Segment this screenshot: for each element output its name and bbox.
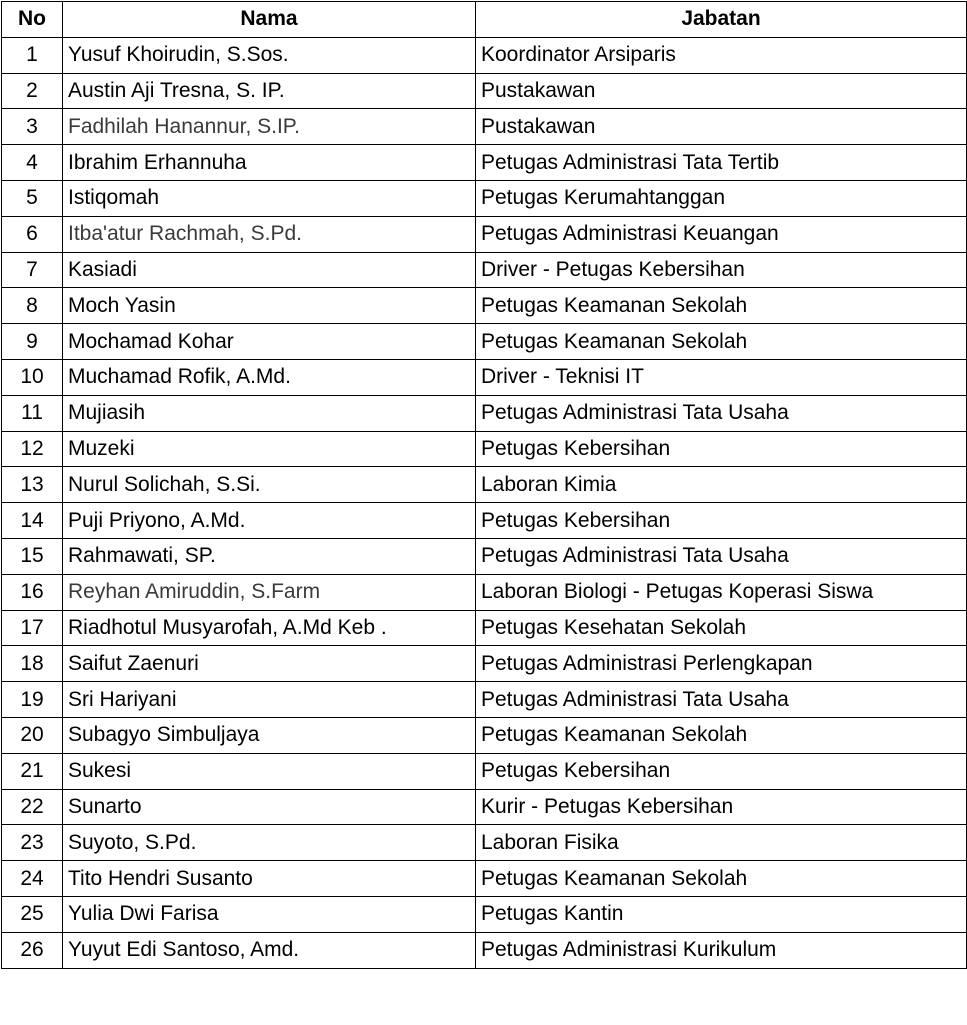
cell-jabatan: Driver - Petugas Kebersihan — [476, 252, 967, 288]
cell-nama: Istiqomah — [63, 180, 476, 216]
cell-jabatan: Petugas Administrasi Kurikulum — [476, 932, 967, 968]
cell-jabatan: Petugas Administrasi Tata Tertib — [476, 145, 967, 181]
cell-jabatan: Petugas Kantin — [476, 896, 967, 932]
cell-no: 22 — [2, 789, 63, 825]
cell-jabatan: Petugas Kebersihan — [476, 503, 967, 539]
cell-no: 19 — [2, 682, 63, 718]
cell-nama: Moch Yasin — [63, 288, 476, 324]
cell-jabatan: Petugas Administrasi Tata Usaha — [476, 395, 967, 431]
cell-nama: Reyhan Amiruddin, S.Farm — [63, 574, 476, 610]
table-row — [2, 216, 967, 252]
table-row — [2, 682, 967, 718]
header-row — [2, 2, 967, 38]
cell-no: 3 — [2, 109, 63, 145]
table-row — [2, 825, 967, 861]
cell-jabatan: Petugas Keamanan Sekolah — [476, 324, 967, 360]
cell-no: 9 — [2, 324, 63, 360]
table-row — [2, 503, 967, 539]
cell-nama: Nurul Solichah, S.Si. — [63, 467, 476, 503]
cell-no: 26 — [2, 932, 63, 968]
table-row — [2, 252, 967, 288]
cell-nama: Austin Aji Tresna, S. IP. — [63, 73, 476, 109]
table-row — [2, 861, 967, 897]
cell-no: 13 — [2, 467, 63, 503]
table-row — [2, 395, 967, 431]
cell-nama: Yuyut Edi Santoso, Amd. — [63, 932, 476, 968]
cell-nama: Kasiadi — [63, 252, 476, 288]
cell-jabatan: Pustakawan — [476, 109, 967, 145]
table-row — [2, 610, 967, 646]
cell-nama: Saifut Zaenuri — [63, 646, 476, 682]
cell-no: 18 — [2, 646, 63, 682]
table-row — [2, 467, 967, 503]
table-row — [2, 359, 967, 395]
cell-jabatan: Kurir - Petugas Kebersihan — [476, 789, 967, 825]
cell-no: 23 — [2, 825, 63, 861]
table-body — [2, 37, 967, 968]
table-row — [2, 646, 967, 682]
cell-nama: Riadhotul Musyarofah, A.Md Keb . — [63, 610, 476, 646]
cell-no: 7 — [2, 252, 63, 288]
table-row — [2, 574, 967, 610]
table-row — [2, 753, 967, 789]
cell-no: 24 — [2, 861, 63, 897]
cell-nama: Itba'atur Rachmah, S.Pd. — [63, 216, 476, 252]
cell-no: 12 — [2, 431, 63, 467]
table-row — [2, 288, 967, 324]
cell-jabatan: Petugas Kebersihan — [476, 431, 967, 467]
cell-jabatan: Pustakawan — [476, 73, 967, 109]
cell-jabatan: Petugas Kesehatan Sekolah — [476, 610, 967, 646]
cell-nama: Yulia Dwi Farisa — [63, 896, 476, 932]
cell-nama: Sri Hariyani — [63, 682, 476, 718]
cell-jabatan: Laboran Biologi - Petugas Koperasi Siswa — [476, 574, 967, 610]
table-row — [2, 37, 967, 73]
cell-nama: Ibrahim Erhannuha — [63, 145, 476, 181]
cell-nama: Suyoto, S.Pd. — [63, 825, 476, 861]
table-row — [2, 932, 967, 968]
cell-jabatan: Petugas Administrasi Tata Usaha — [476, 682, 967, 718]
cell-no: 2 — [2, 73, 63, 109]
table-row — [2, 145, 967, 181]
table-row — [2, 717, 967, 753]
table-row — [2, 73, 967, 109]
cell-nama: Rahmawati, SP. — [63, 538, 476, 574]
table-row — [2, 431, 967, 467]
cell-nama: Subagyo Simbuljaya — [63, 717, 476, 753]
cell-jabatan: Petugas Keamanan Sekolah — [476, 288, 967, 324]
cell-no: 8 — [2, 288, 63, 324]
cell-jabatan: Laboran Kimia — [476, 467, 967, 503]
cell-jabatan: Petugas Administrasi Tata Usaha — [476, 538, 967, 574]
cell-jabatan: Petugas Kerumahtanggan — [476, 180, 967, 216]
cell-no: 6 — [2, 216, 63, 252]
cell-no: 16 — [2, 574, 63, 610]
table-row — [2, 324, 967, 360]
header-no: No — [2, 2, 63, 38]
cell-nama: Mujiasih — [63, 395, 476, 431]
cell-nama: Sunarto — [63, 789, 476, 825]
cell-jabatan: Driver - Teknisi IT — [476, 359, 967, 395]
cell-no: 20 — [2, 717, 63, 753]
header-jabatan: Jabatan — [476, 2, 967, 38]
cell-no: 15 — [2, 538, 63, 574]
table-row — [2, 538, 967, 574]
cell-jabatan: Laboran Fisika — [476, 825, 967, 861]
cell-no: 17 — [2, 610, 63, 646]
cell-no: 14 — [2, 503, 63, 539]
table-row — [2, 896, 967, 932]
cell-jabatan: Petugas Keamanan Sekolah — [476, 717, 967, 753]
table-row — [2, 789, 967, 825]
cell-no: 11 — [2, 395, 63, 431]
cell-nama: Mochamad Kohar — [63, 324, 476, 360]
cell-nama: Puji Priyono, A.Md. — [63, 503, 476, 539]
table-row — [2, 180, 967, 216]
cell-nama: Sukesi — [63, 753, 476, 789]
cell-no: 10 — [2, 359, 63, 395]
header-nama: Nama — [63, 2, 476, 38]
cell-jabatan: Petugas Kebersihan — [476, 753, 967, 789]
cell-nama: Muzeki — [63, 431, 476, 467]
cell-jabatan: Petugas Administrasi Keuangan — [476, 216, 967, 252]
cell-no: 1 — [2, 37, 63, 73]
cell-nama: Yusuf Khoirudin, S.Sos. — [63, 37, 476, 73]
cell-no: 25 — [2, 896, 63, 932]
cell-jabatan: Koordinator Arsiparis — [476, 37, 967, 73]
staff-table — [1, 1, 967, 969]
cell-no: 4 — [2, 145, 63, 181]
cell-jabatan: Petugas Administrasi Perlengkapan — [476, 646, 967, 682]
cell-nama: Muchamad Rofik, A.Md. — [63, 359, 476, 395]
cell-jabatan: Petugas Keamanan Sekolah — [476, 861, 967, 897]
cell-nama: Tito Hendri Susanto — [63, 861, 476, 897]
cell-no: 21 — [2, 753, 63, 789]
cell-no: 5 — [2, 180, 63, 216]
cell-nama: Fadhilah Hanannur, S.IP. — [63, 109, 476, 145]
table-row — [2, 109, 967, 145]
